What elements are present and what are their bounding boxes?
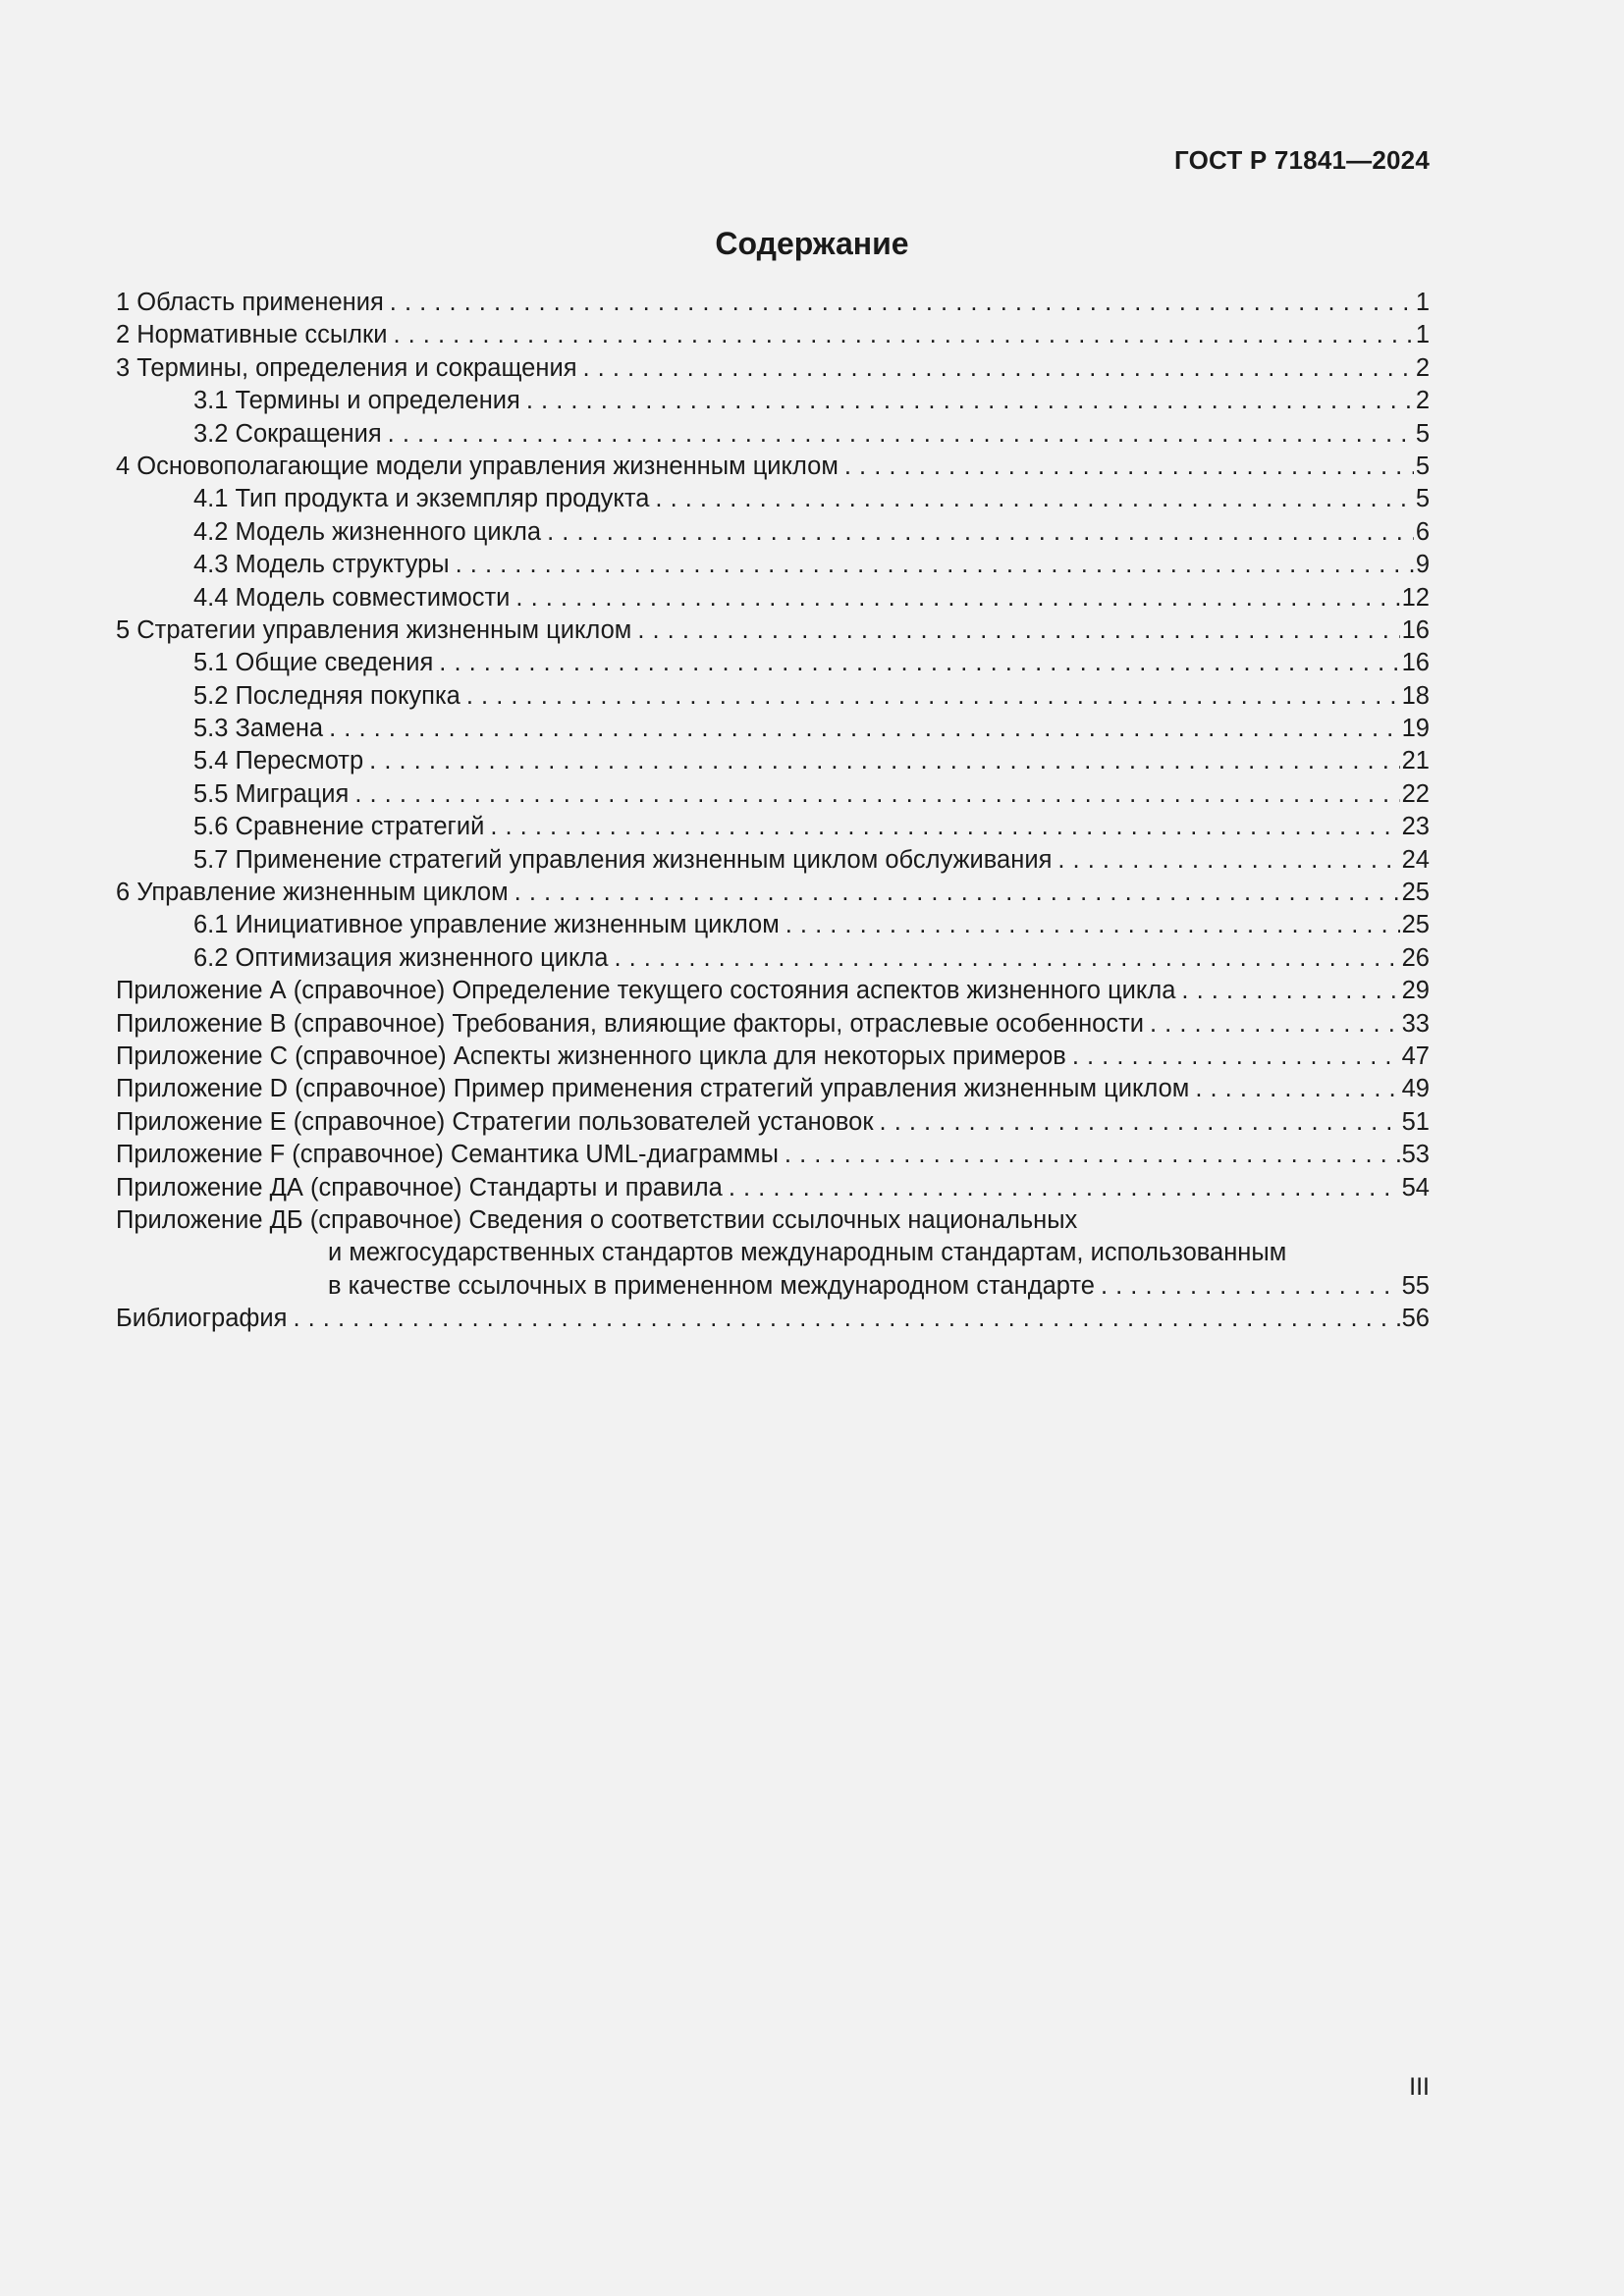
toc-entry-page: 16	[1401, 649, 1430, 677]
toc-entry[interactable]	[116, 1172, 1430, 1204]
toc-entries	[116, 287, 1430, 1204]
toc-entry[interactable]	[116, 877, 1430, 909]
toc-entry-label: 5 Стратегии управления жизненным циклом	[116, 615, 632, 644]
toc-entry-label: в качестве ссылочных в примененном международном стандарте	[328, 1271, 1095, 1300]
dot-leader	[1150, 1008, 1400, 1041]
toc-entry-label: Приложение С (справочное) Аспекты жизненного цикла для некоторых примеров	[116, 1041, 1066, 1070]
toc-entry-page: 6	[1415, 517, 1430, 546]
toc-entry-page: 18	[1401, 681, 1430, 710]
toc-entry-page: 47	[1401, 1041, 1430, 1070]
dot-leader	[354, 778, 1399, 811]
toc-entry[interactable]	[116, 811, 1430, 843]
toc-entry-page: 1	[1415, 289, 1430, 316]
toc-entry-page: 33	[1401, 1009, 1430, 1038]
toc-entry-page: 1	[1415, 321, 1430, 349]
toc-entry[interactable]	[116, 1139, 1430, 1171]
toc-entry-label: 5.6 Сравнение стратегий	[193, 813, 485, 841]
dot-leader	[1195, 1073, 1399, 1105]
toc-entry-page: 16	[1401, 615, 1430, 644]
toc-entry-label: 5.1 Общие сведения	[193, 649, 434, 677]
toc-entry-label: 1 Область применения	[116, 289, 384, 316]
dot-leader	[439, 647, 1399, 679]
toc-entry-bibliography[interactable]	[116, 1303, 1430, 1335]
toc-entry-label: 3 Термины, определения и сокращения	[116, 353, 577, 382]
toc-entry-page: 26	[1401, 943, 1430, 972]
dot-leader	[466, 680, 1400, 713]
dot-leader	[729, 1172, 1400, 1204]
toc-entry[interactable]	[116, 975, 1430, 1007]
dot-leader	[637, 614, 1399, 647]
toc-entry-label: Приложение Е (справочное) Стратегии пользователей установок	[116, 1107, 874, 1136]
toc-entry-label: 6.1 Инициативное управление жизненным циклом	[193, 911, 780, 939]
toc-entry-page: 49	[1401, 1075, 1430, 1103]
toc-entry-page: 5	[1415, 452, 1430, 480]
toc-entry-page: 22	[1401, 779, 1430, 808]
toc-entry-page: 56	[1401, 1305, 1430, 1333]
toc-entry-page: 53	[1401, 1141, 1430, 1169]
toc-entry-page: 55	[1401, 1271, 1430, 1300]
dot-leader	[547, 516, 1414, 549]
toc-entry-page: 5	[1415, 485, 1430, 513]
toc-entry[interactable]	[116, 614, 1430, 647]
toc-entry-label: Приложение В (справочное) Требования, влияющие факторы, отраслевые особенности	[116, 1009, 1145, 1038]
toc-entry-label: Приложение ДА (справочное) Стандарты и правила	[116, 1173, 723, 1201]
toc-entry-label: Приложение D (справочное) Пример применения стратегий управления жизненным циклом	[116, 1075, 1190, 1103]
toc-entry-label: Приложение ДБ (справочное) Сведения о соответствии ссылочных национальных	[116, 1205, 1078, 1234]
document-code: ГОСТ Р 71841—2024	[1174, 145, 1430, 175]
toc-entry[interactable]	[116, 352, 1430, 385]
toc-entry[interactable]	[116, 418, 1430, 451]
page-number: III	[1409, 2073, 1430, 2101]
toc-entry-label: 5.7 Применение стратегий управления жизненным циклом обслуживания	[193, 845, 1053, 874]
toc-entry[interactable]	[116, 647, 1430, 679]
toc-entry-page: 12	[1401, 583, 1430, 612]
table-of-contents	[116, 287, 1430, 1336]
toc-title: Содержание	[715, 226, 909, 261]
toc-entry[interactable]	[116, 942, 1430, 975]
toc-entry[interactable]	[116, 516, 1430, 549]
dot-leader	[388, 418, 1414, 451]
dot-leader	[880, 1106, 1400, 1139]
toc-entry-label: Библиография	[116, 1305, 288, 1333]
dot-leader	[393, 319, 1413, 351]
toc-entry[interactable]	[116, 287, 1430, 319]
toc-entry[interactable]	[116, 385, 1430, 417]
toc-entry-label: 4.1 Тип продукта и экземпляр продукта	[193, 485, 650, 513]
toc-entry-page: 54	[1401, 1173, 1430, 1201]
dot-leader	[1057, 844, 1399, 877]
dot-leader	[526, 385, 1414, 417]
toc-entry[interactable]	[116, 483, 1430, 515]
toc-entry-label: Приложение А (справочное) Определение текущего состояния аспектов жизненного цикла	[116, 977, 1176, 1005]
toc-entry-label: 4.2 Модель жизненного цикла	[193, 517, 542, 546]
toc-entry-label: 6.2 Оптимизация жизненного цикла	[193, 943, 609, 972]
toc-entry-label: 2 Нормативные ссылки	[116, 321, 388, 349]
dot-leader	[1072, 1041, 1400, 1073]
dot-leader	[785, 1139, 1400, 1171]
toc-entry[interactable]	[116, 1073, 1430, 1105]
toc-entry[interactable]	[116, 909, 1430, 941]
dot-leader	[785, 909, 1400, 941]
toc-entry-label: 6 Управление жизненным циклом	[116, 879, 509, 907]
dot-leader	[390, 287, 1414, 319]
toc-entry-page: 2	[1415, 353, 1430, 382]
toc-entry[interactable]	[116, 745, 1430, 777]
toc-entry-annex-db-line2	[116, 1237, 1430, 1269]
toc-entry-page: 9	[1415, 551, 1430, 579]
dot-leader	[1101, 1270, 1400, 1303]
toc-entry-page: 51	[1401, 1107, 1430, 1136]
dot-leader	[614, 942, 1399, 975]
toc-entry-label: 4.4 Модель совместимости	[193, 583, 511, 612]
toc-entry[interactable]	[116, 844, 1430, 877]
toc-entry-label: Приложение F (справочное) Семантика UML-диаграммы	[116, 1141, 779, 1169]
toc-entry-annex-db-line3[interactable]	[116, 1270, 1430, 1303]
toc-entry-page: 25	[1401, 879, 1430, 907]
toc-entry[interactable]	[116, 319, 1430, 351]
toc-entry-label: 4 Основополагающие модели управления жизненным циклом	[116, 452, 839, 480]
toc-entry-label: 4.3 Модель структуры	[193, 551, 450, 579]
dot-leader	[293, 1303, 1399, 1335]
toc-entry[interactable]	[116, 451, 1430, 483]
dot-leader	[490, 811, 1399, 843]
toc-entry-page: 25	[1401, 911, 1430, 939]
dot-leader	[329, 713, 1400, 745]
dot-leader	[1181, 975, 1399, 1007]
toc-entry-page: 24	[1401, 845, 1430, 874]
dot-leader	[844, 451, 1414, 483]
toc-entry[interactable]	[116, 1106, 1430, 1139]
dot-leader	[655, 483, 1413, 515]
toc-entry[interactable]	[116, 778, 1430, 811]
toc-entry-page: 2	[1415, 387, 1430, 415]
toc-entry-label: 5.5 Миграция	[193, 779, 350, 808]
toc-entry[interactable]	[116, 1008, 1430, 1041]
toc-entry-page: 29	[1401, 977, 1430, 1005]
toc-entry-page: 23	[1401, 813, 1430, 841]
toc-entry-label: 5.3 Замена	[193, 715, 324, 743]
toc-entry-page: 5	[1415, 419, 1430, 448]
dot-leader	[456, 549, 1414, 581]
toc-entry-annex-db[interactable]	[116, 1204, 1430, 1237]
dot-leader	[583, 352, 1414, 385]
dot-leader	[515, 582, 1399, 614]
toc-entry-page: 19	[1401, 715, 1430, 743]
dot-leader	[369, 745, 1399, 777]
toc-entry-label: 5.4 Пересмотр	[193, 747, 364, 775]
toc-entry[interactable]	[116, 582, 1430, 614]
toc-entry[interactable]	[116, 680, 1430, 713]
toc-entry[interactable]	[116, 549, 1430, 581]
toc-entry[interactable]	[116, 713, 1430, 745]
toc-entry-label: 5.2 Последняя покупка	[193, 681, 460, 710]
toc-entry-label: 3.1 Термины и определения	[193, 387, 520, 415]
toc-entry-page: 21	[1401, 747, 1430, 775]
dot-leader	[514, 877, 1400, 909]
toc-entry-label: и межгосударственных стандартов международным стандартам, использованным	[328, 1239, 1287, 1267]
toc-entry[interactable]	[116, 1041, 1430, 1073]
toc-entry-label: 3.2 Сокращения	[193, 419, 382, 448]
